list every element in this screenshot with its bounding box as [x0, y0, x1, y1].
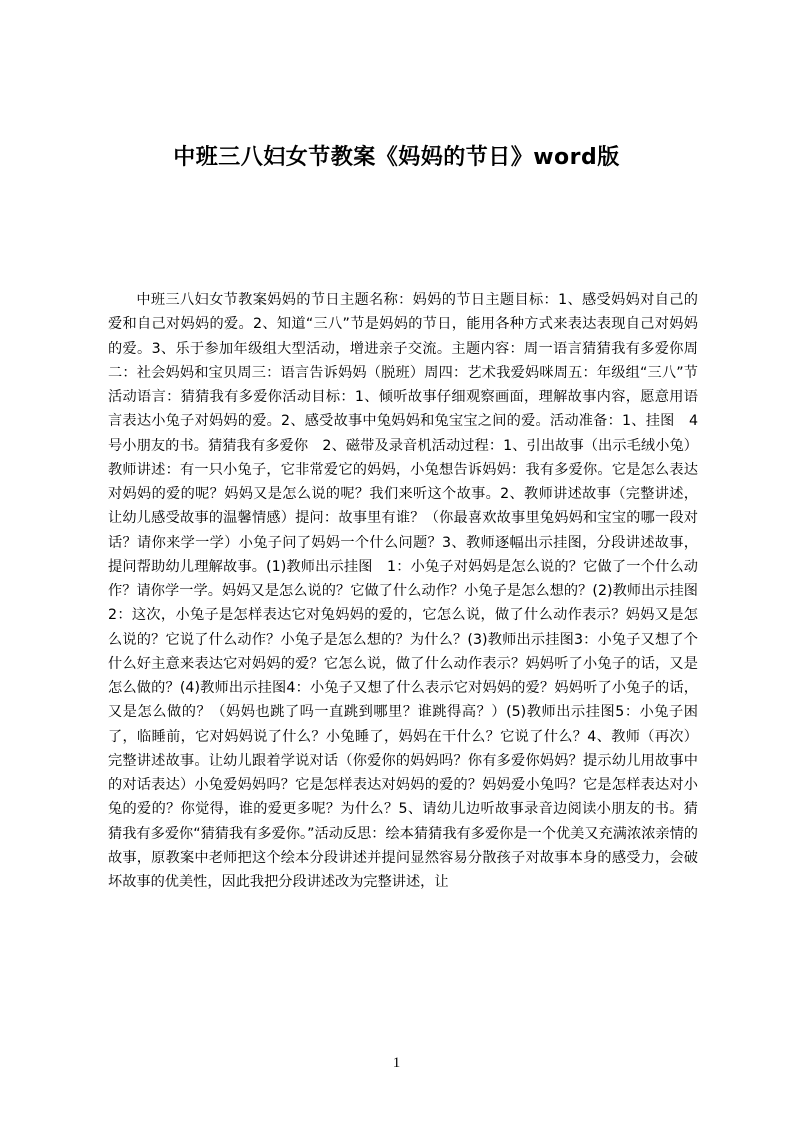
document-title: 中班三八妇女节教案《妈妈的节日》word版 — [173, 145, 620, 170]
document-body-paragraph: 中班三八妇女节教案妈妈的节日主题名称：妈妈的节日主题目标：1、感受妈妈对自己的爱和自己对妈妈的爱。2、知道“三八”节是妈妈的节日，能用各种方式来表达表现自己对妈妈的爱。3、乐于参加年级组大型活动，增进亲子交流。主题内容：周一语言猜猜我有多爱你周二：社会妈妈和宝贝周三：语言告诉妈妈（脱班）周四：艺术我爱妈咪周五：年级组“三八”节活动语言：猜猜我有多爱你活动目标：1、倾听故事仔细观察画面，理解故事内容，愿意用语言表达小兔子对妈妈的爱。2、感受故事中兔妈妈和兔宝宝之间的爱。活动准备：1、挂图 4号小朋友的书。猜猜我有多爱你 2、磁带及录音机活动过程：1、引出故事（出示毛绒小兔）教师讲述：有一只小兔子，它非常爱它的妈妈，小兔想告诉妈妈：我有多爱你。它是怎么表达对妈妈的爱的呢？妈妈又是怎么说的呢？我们来听这个故事。2、教师讲述故事（完整讲述，让幼儿感受故事的温馨情感）提问：故事里有谁？（你最喜欢故事里兔妈妈和宝宝的哪一段对话？请你来学一学）小兔子问了妈妈一个什么问题？3、教师逐幅出示挂图，分段讲述故事，提问帮助幼儿理解故事。(1)教师出示挂图 1：小兔子对妈妈是怎么说的？它做了一个什么动作？请你学一学。妈妈又是怎么说的？它做了什么动作？小兔子是怎么想的？(2)教师出示挂图2：这次，小兔子是怎样表达它对兔妈妈的爱的，它怎么说，做了什么动作表示？妈妈又是怎么说的？它说了什么动作？小兔子是怎么想的？为什么？(3)教师出示挂图3：小兔子又想了个什么好主意来表达它对妈妈的爱？它怎么说，做了什么动作表示？妈妈听了小兔子的话，又是怎么做的？(4)教师出示挂图4：小兔子又想了什么表示它对妈妈的爱？妈妈听了小兔子的话，又是怎么做的？（妈妈也跳了吗一直跳到哪里？谁跳得高？）(5)教师出示挂图5：小兔子困了，临睡前，它对妈妈说了什么？小兔睡了，妈妈在干什么？它说了什么？4、教师（再次）完整讲述故事。让幼儿跟着学说对话（你爱你的妈妈吗？你有多爱你妈妈？提示幼儿用故事中的对话表达）小兔爱妈妈吗？它是怎样表达对妈妈的爱的？妈妈爱小兔吗？它是怎样表达对小兔的爱的？你觉得，谁的爱更多呢？为什么？5、请幼儿边听故事录音边阅读小朋友的书。猜猜我有多爱你“猜猜我有多爱你。”活动反思：绘本猜猜我有多爱你是一个优美又充满浓浓亲情的故事，原教案中老师把这个绘本分段讲述并提问显然容易分散孩子对故事本身的感受力，会破坏故事的优美性，因此我把分段讲述改为完整讲述，让 — [108, 292, 698, 890]
page-number: 1 — [392, 1055, 401, 1071]
